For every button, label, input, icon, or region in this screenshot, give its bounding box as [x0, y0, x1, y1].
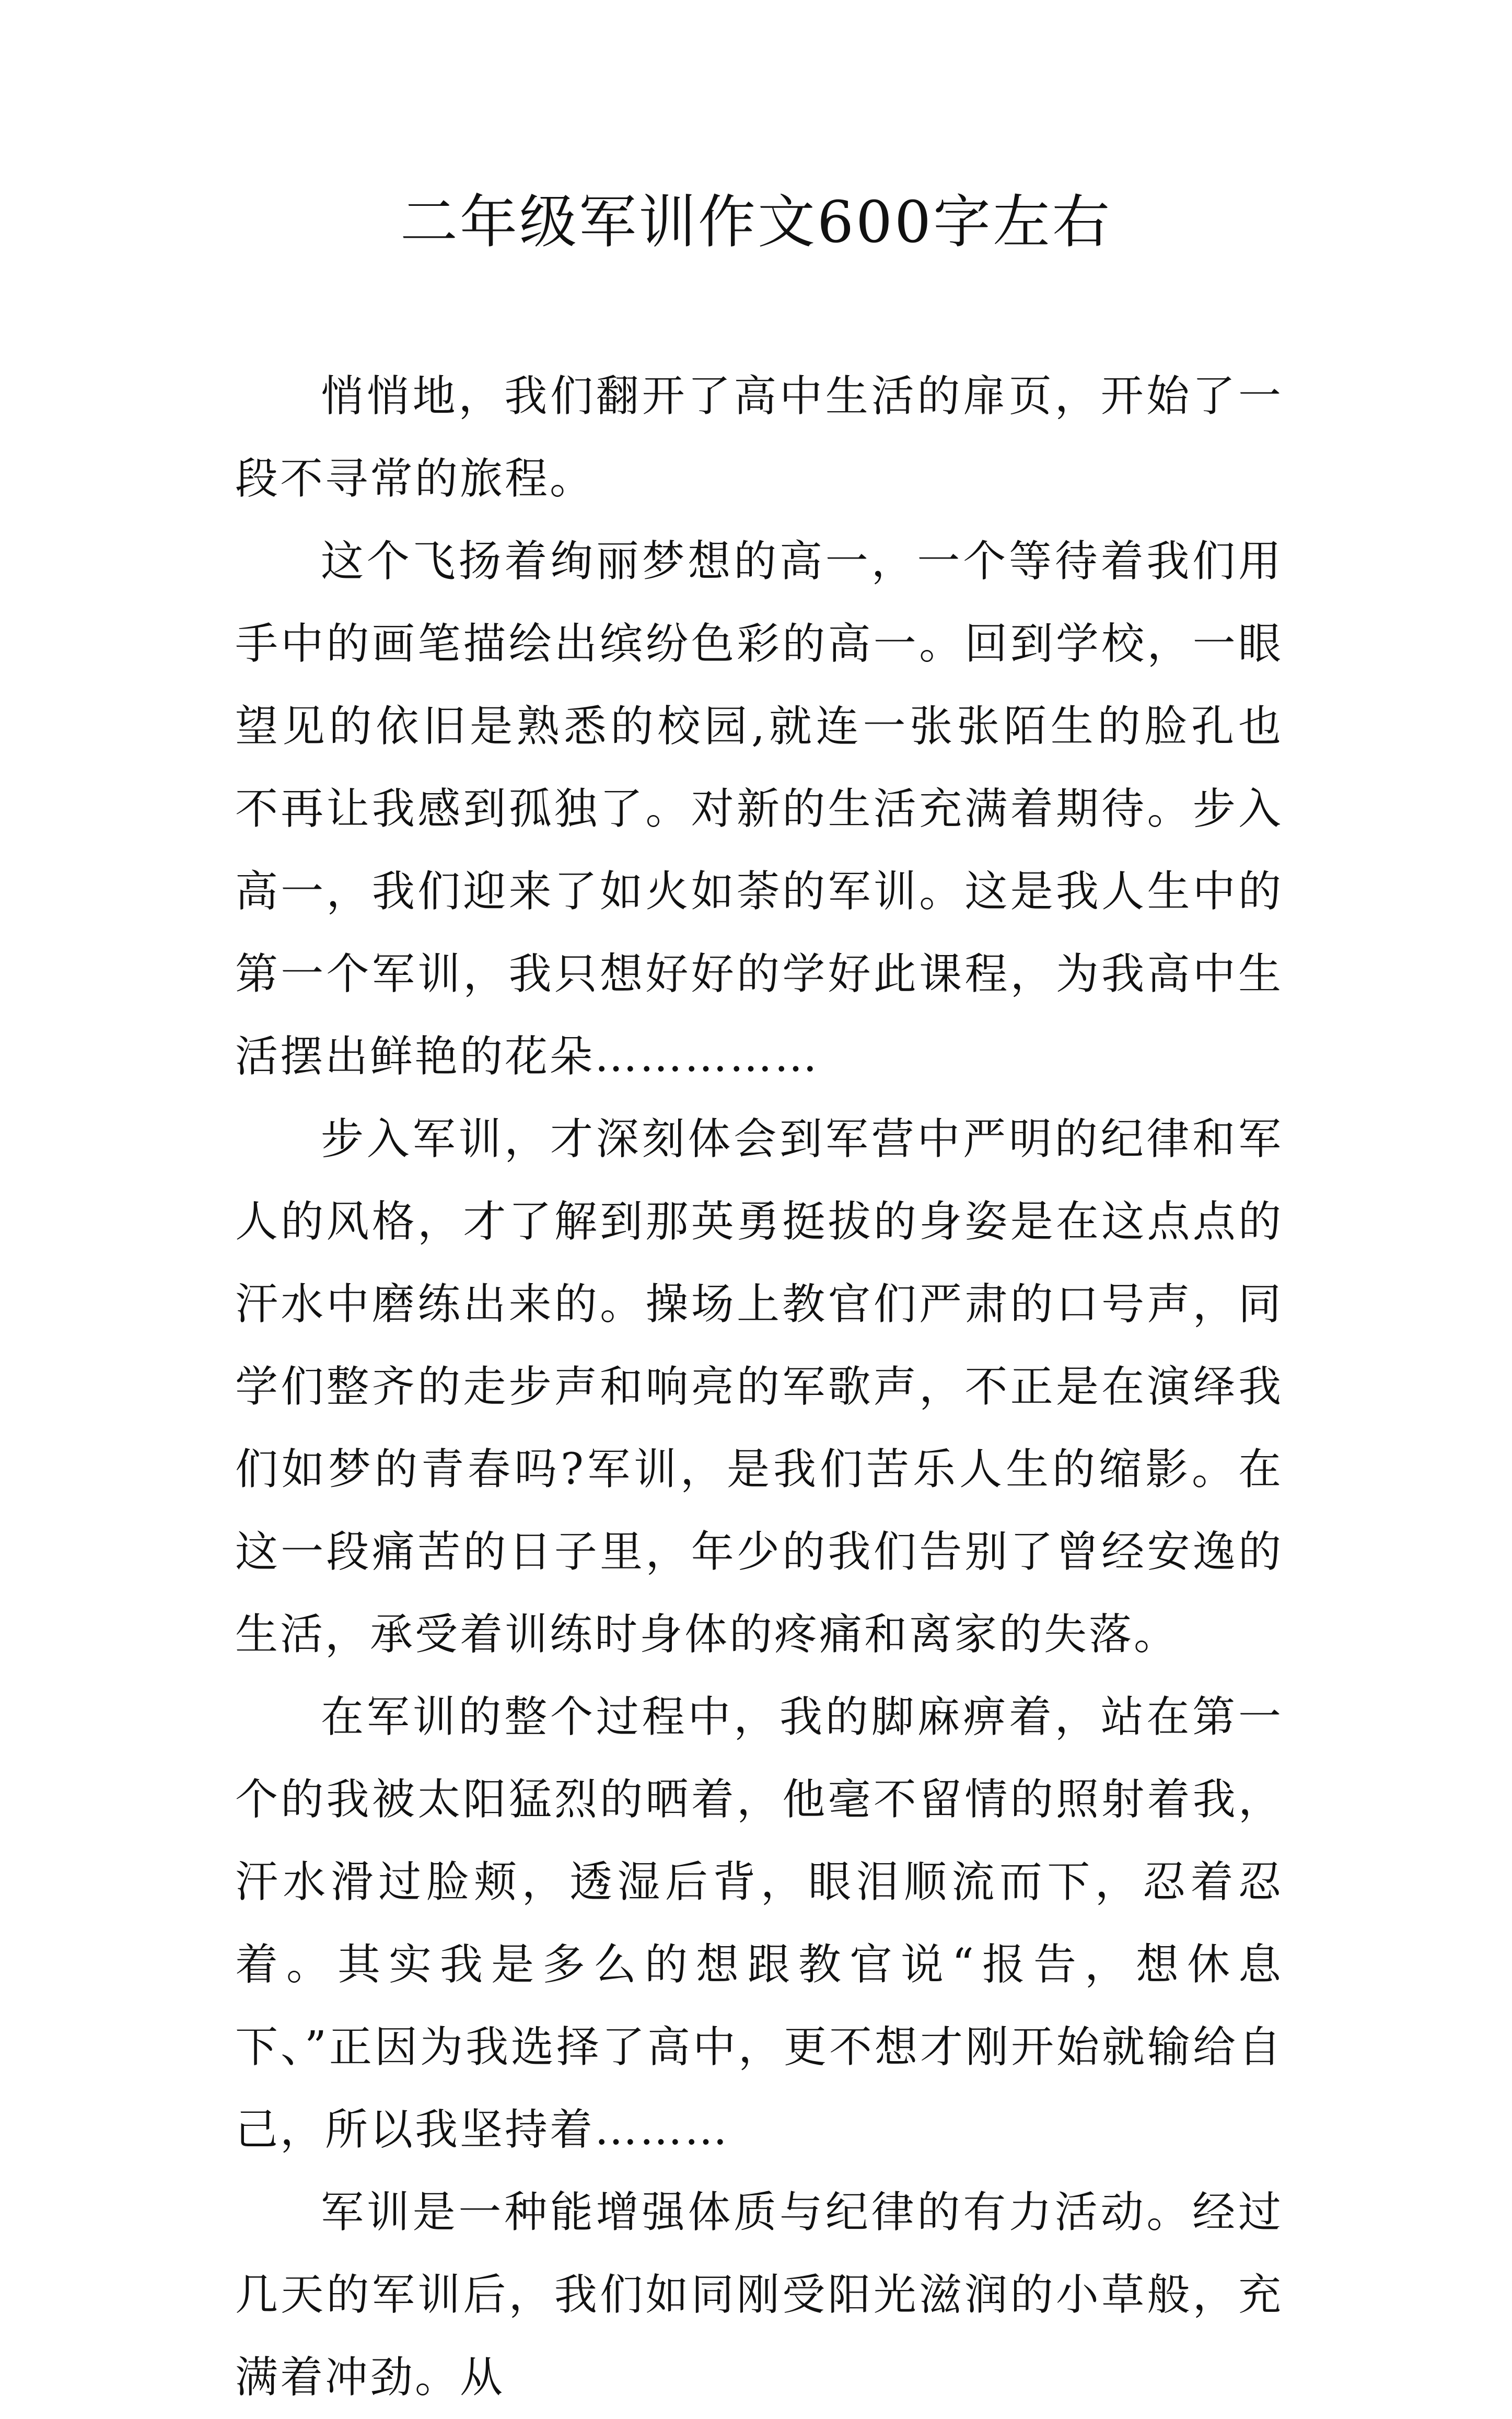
paragraph: 步入军训，才深刻体会到军营中严明的纪律和军人的风格，才了解到那英勇挺拔的身姿是在这点点的汗水中磨练出来的。操场上教官们严肃的口号声，同学们整齐的走步声和响亮的军歌声，不正是在演绎我们如梦的青春吗?军训，是我们苦乐人生的缩影。在这一段痛苦的日子里，年少的我们告别了曾经安逸的生活，承受着训练时身体的疼痛和离家的失落。	[235, 1114, 1283, 1659]
paragraph: 悄悄地，我们翻开了高中生活的扉页，开始了一段不寻常的旅程。	[235, 371, 1283, 504]
paragraph: 这个飞扬着绚丽梦想的高一，一个等待着我们用手中的画笔描绘出缤纷色彩的高一。回到学校，一眼望见的依旧是熟悉的校园,就连一张张陌生的脸孔也不再让我感到孤独了。对新的生活充满着期待。步入高一，我们迎来了如火如荼的军训。这是我人生中的第一个军训，我只想好好的学好此课程，为我高中生活摆出鲜艳的花朵……………	[235, 537, 1283, 1081]
document-body	[235, 355, 1283, 2419]
document-title: 二年级军训作文600字左右	[400, 189, 1112, 255]
paragraph: 军训是一种能增强体质与纪律的有力活动。经过几天的军训后，我们如同刚受阳光滋润的小草般，充满着冲劲。从	[235, 2188, 1283, 2402]
paragraph: 在军训的整个过程中，我的脚麻痹着，站在第一个的我被太阳猛烈的晒着，他毫不留情的照射着我，汗水滑过脸颊，透湿后背，眼泪顺流而下，忍着忍着。其实我是多么的想跟教官说“报告，想休息下、”正因为我选择了高中，更不想才刚开始就输给自己，所以我坚持着………	[235, 1692, 1283, 2155]
